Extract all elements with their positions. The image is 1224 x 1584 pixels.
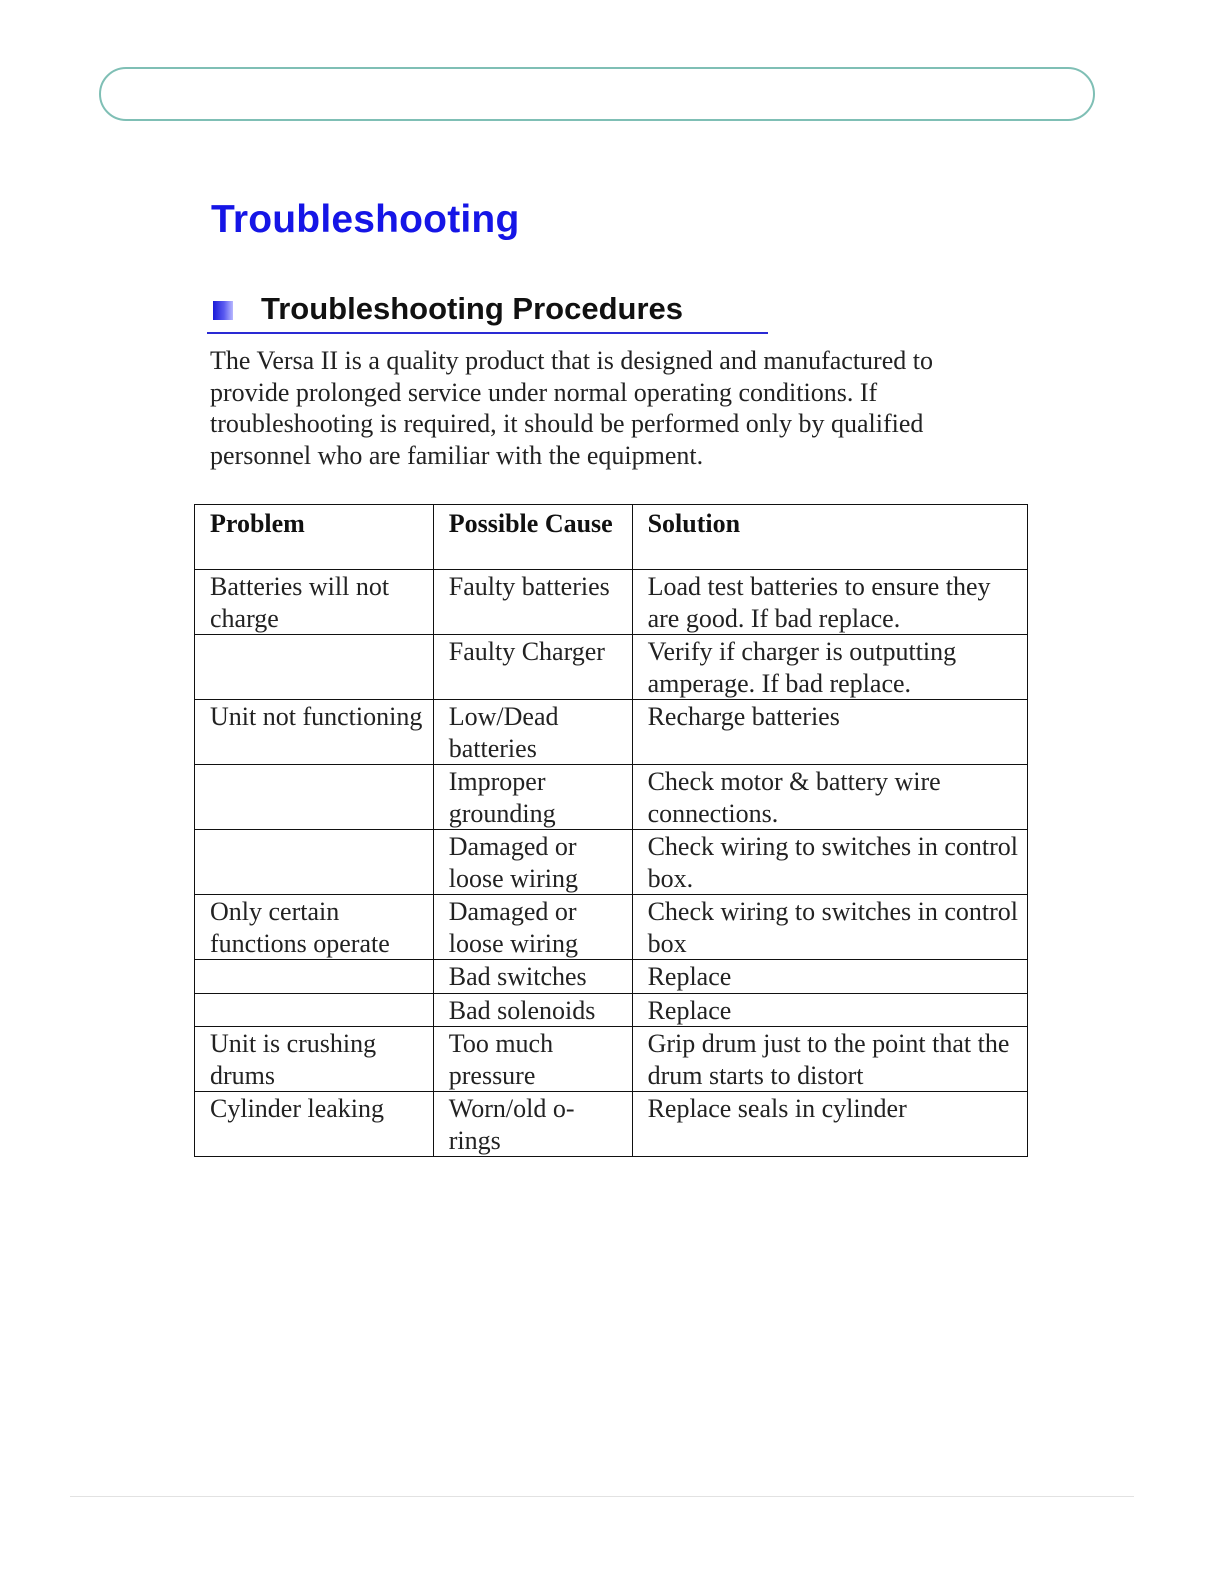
square-bullet-icon xyxy=(213,301,233,320)
header-cause: Possible Cause xyxy=(433,505,632,570)
problem-cell xyxy=(195,765,434,830)
cause-cell: Damaged or loose wiring xyxy=(433,830,632,895)
solution-cell: Load test batteries to ensure they are good. If bad replace. xyxy=(632,570,1027,635)
problem-cell xyxy=(195,635,434,700)
solution-cell: Check wiring to switches in control box xyxy=(632,895,1027,960)
table-header-row xyxy=(195,505,1028,570)
cause-cell: Faulty Charger xyxy=(433,635,632,700)
section-heading xyxy=(207,290,768,334)
problem-cell: Cylinder leaking xyxy=(195,1092,434,1157)
solution-cell: Check motor & battery wire connections. xyxy=(632,765,1027,830)
problem-cell xyxy=(195,960,434,994)
table-row xyxy=(195,830,1028,895)
solution-cell: Replace xyxy=(632,960,1027,994)
cause-cell: Bad switches xyxy=(433,960,632,994)
page-title: Troubleshooting xyxy=(211,198,520,241)
cause-cell: Low/Dead batteries xyxy=(433,700,632,765)
footer-rule xyxy=(70,1496,1134,1497)
problem-cell: Batteries will not charge xyxy=(195,570,434,635)
cause-cell: Worn/old o-rings xyxy=(433,1092,632,1157)
solution-cell: Replace seals in cylinder xyxy=(632,1092,1027,1157)
header-frame xyxy=(99,67,1095,121)
cause-cell: Damaged or loose wiring xyxy=(433,895,632,960)
table-row xyxy=(195,960,1028,994)
troubleshooting-table xyxy=(194,504,1028,1157)
cause-cell: Too much pressure xyxy=(433,1027,632,1092)
table-row xyxy=(195,765,1028,830)
cause-cell: Bad solenoids xyxy=(433,993,632,1027)
section-title: Troubleshooting Procedures xyxy=(261,291,683,326)
problem-cell: Unit not functioning xyxy=(195,700,434,765)
solution-cell: Verify if charger is outputting amperage. If bad replace. xyxy=(632,635,1027,700)
solution-cell: Recharge batteries xyxy=(632,700,1027,765)
table-row xyxy=(195,635,1028,700)
table-row xyxy=(195,993,1028,1027)
solution-cell: Replace xyxy=(632,993,1027,1027)
table-row xyxy=(195,570,1028,635)
problem-cell xyxy=(195,830,434,895)
header-problem: Problem xyxy=(195,505,434,570)
problem-cell: Unit is crushing drums xyxy=(195,1027,434,1092)
table-row xyxy=(195,700,1028,765)
cause-cell: Improper grounding xyxy=(433,765,632,830)
problem-cell xyxy=(195,993,434,1027)
solution-cell: Check wiring to switches in control box. xyxy=(632,830,1027,895)
table-row xyxy=(195,1027,1028,1092)
header-solution: Solution xyxy=(632,505,1027,570)
solution-cell: Grip drum just to the point that the drum starts to distort xyxy=(632,1027,1027,1092)
intro-paragraph: The Versa II is a quality product that is designed and manufactured to provide prolonged service under normal operating conditions. If troubleshooting is required, it should be performed only by qualified personnel who are familiar with the equipment. xyxy=(210,346,933,470)
table-row xyxy=(195,1092,1028,1157)
problem-cell: Only certain functions operate xyxy=(195,895,434,960)
table-row xyxy=(195,895,1028,960)
cause-cell: Faulty batteries xyxy=(433,570,632,635)
